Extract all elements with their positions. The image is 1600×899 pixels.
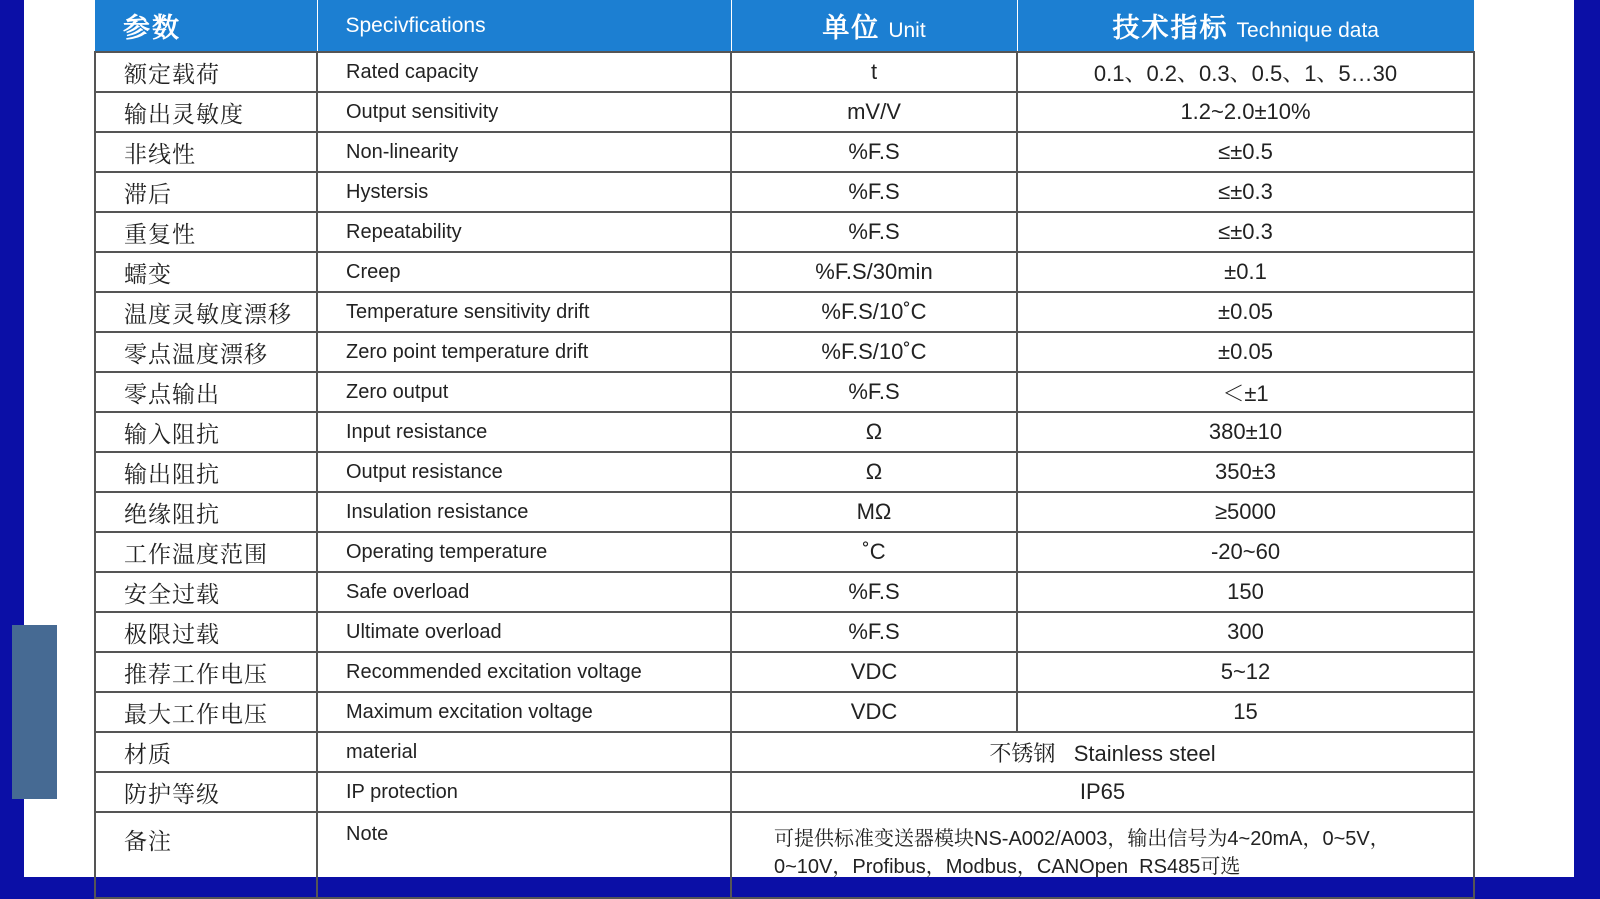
row-unit: Ω xyxy=(731,452,1017,492)
row-unit: ˚C xyxy=(731,532,1017,572)
row-param-en: Creep xyxy=(317,252,731,292)
row-param-cn: 重复性 xyxy=(95,212,317,252)
row-param-cn: 绝缘阻抗 xyxy=(95,492,317,532)
note-row xyxy=(95,812,1474,898)
note-cn: 备注 xyxy=(95,812,317,898)
row-param-cn: 输出灵敏度 xyxy=(95,92,317,132)
row-param-cn: 推荐工作电压 xyxy=(95,652,317,692)
row-value: 15 xyxy=(1017,692,1474,732)
row-value: ＜±1 xyxy=(1017,372,1474,412)
header-unit-en: Unit xyxy=(888,19,926,42)
row-param-cn: 输入阻抗 xyxy=(95,412,317,452)
row-param-en: Output resistance xyxy=(317,452,731,492)
row-value: ≤±0.3 xyxy=(1017,212,1474,252)
row-param-cn: 温度灵敏度漂移 xyxy=(95,292,317,332)
row-unit: %F.S xyxy=(731,612,1017,652)
row-param-en: Input resistance xyxy=(317,412,731,452)
row-value: 5~12 xyxy=(1017,652,1474,692)
row-unit: %F.S/30min xyxy=(731,252,1017,292)
material-cn: 材质 xyxy=(95,732,317,772)
table-row xyxy=(95,372,1474,412)
row-param-cn: 工作温度范围 xyxy=(95,532,317,572)
row-unit: t xyxy=(731,52,1017,92)
table-row xyxy=(95,692,1474,732)
row-param-en: Safe overload xyxy=(317,572,731,612)
row-param-en: Temperature sensitivity drift xyxy=(317,292,731,332)
row-param-cn: 额定载荷 xyxy=(95,52,317,92)
row-param-cn: 零点输出 xyxy=(95,372,317,412)
row-param-cn: 滞后 xyxy=(95,172,317,212)
row-value: ≤±0.3 xyxy=(1017,172,1474,212)
header-spec-en: Specivfications xyxy=(345,13,486,37)
row-param-en: Ultimate overload xyxy=(317,612,731,652)
side-decoration-tab xyxy=(12,625,57,799)
row-param-en: Recommended excitation voltage xyxy=(317,652,731,692)
header-param-cn: 参数 xyxy=(123,13,181,43)
row-value: ±0.05 xyxy=(1017,292,1474,332)
row-param-cn: 安全过载 xyxy=(95,572,317,612)
row-unit: MΩ xyxy=(731,492,1017,532)
row-unit: VDC xyxy=(731,652,1017,692)
row-param-cn: 输出阻抗 xyxy=(95,452,317,492)
row-param-cn: 非线性 xyxy=(95,132,317,172)
header-unit-cn: 单位 xyxy=(822,13,881,43)
table-row xyxy=(95,412,1474,452)
row-value: 350±3 xyxy=(1017,452,1474,492)
row-value: 380±10 xyxy=(1017,412,1474,452)
header-spec xyxy=(317,0,731,52)
row-unit: %F.S xyxy=(731,172,1017,212)
header-tech xyxy=(1017,0,1474,52)
row-unit: %F.S xyxy=(731,212,1017,252)
row-unit: mV/V xyxy=(731,92,1017,132)
material-row xyxy=(95,732,1474,772)
row-param-en: Hystersis xyxy=(317,172,731,212)
row-value: ±0.1 xyxy=(1017,252,1474,292)
table-row xyxy=(95,52,1474,92)
table-row xyxy=(95,252,1474,292)
row-value: -20~60 xyxy=(1017,532,1474,572)
row-unit: Ω xyxy=(731,412,1017,452)
row-value: ±0.05 xyxy=(1017,332,1474,372)
row-value: 300 xyxy=(1017,612,1474,652)
table-row xyxy=(95,212,1474,252)
note-en: Note xyxy=(317,812,731,898)
header-unit xyxy=(731,0,1017,52)
table-row xyxy=(95,492,1474,532)
table-header-row xyxy=(95,0,1474,52)
material-en: material xyxy=(317,732,731,772)
ip-cn: 防护等级 xyxy=(95,772,317,812)
note-line-1: 可提供标准变送器模块NS-A002/A003，输出信号为4~20mA，0~5V， xyxy=(774,828,1390,850)
row-unit: %F.S xyxy=(731,372,1017,412)
row-param-en: Zero output xyxy=(317,372,731,412)
table-row xyxy=(95,92,1474,132)
row-param-cn: 极限过载 xyxy=(95,612,317,652)
table-row xyxy=(95,612,1474,652)
row-unit: %F.S/10˚C xyxy=(731,292,1017,332)
row-value: 0.1、0.2、0.3、0.5、1、5…30 xyxy=(1017,52,1474,92)
table-row xyxy=(95,132,1474,172)
table-row xyxy=(95,172,1474,212)
table-row xyxy=(95,292,1474,332)
note-value xyxy=(731,812,1474,898)
header-tech-en: Technique data xyxy=(1236,19,1379,42)
row-param-en: Insulation resistance xyxy=(317,492,731,532)
material-value: 不锈钢 Stainless steel xyxy=(731,732,1474,772)
row-value: ≤±0.5 xyxy=(1017,132,1474,172)
row-value: 150 xyxy=(1017,572,1474,612)
ip-value: IP65 xyxy=(731,772,1474,812)
header-tech-cn: 技术指标 xyxy=(1112,13,1229,43)
row-param-cn: 零点温度漂移 xyxy=(95,332,317,372)
ip-row xyxy=(95,772,1474,812)
row-unit: VDC xyxy=(731,692,1017,732)
table-row xyxy=(95,332,1474,372)
table-row xyxy=(95,452,1474,492)
row-param-en: Output sensitivity xyxy=(317,92,731,132)
table-row xyxy=(95,532,1474,572)
row-unit: %F.S xyxy=(731,132,1017,172)
row-param-en: Repeatability xyxy=(317,212,731,252)
row-unit: %F.S xyxy=(731,572,1017,612)
row-param-en: Rated capacity xyxy=(317,52,731,92)
row-value: ≥5000 xyxy=(1017,492,1474,532)
header-param xyxy=(95,0,317,52)
note-line-2: 0~10V，Profibus，Modbus，CANOpen RS485可选 xyxy=(774,856,1241,878)
specification-table xyxy=(94,0,1475,899)
row-param-cn: 最大工作电压 xyxy=(95,692,317,732)
row-param-en: Zero point temperature drift xyxy=(317,332,731,372)
ip-en: IP protection xyxy=(317,772,731,812)
row-param-cn: 蠕变 xyxy=(95,252,317,292)
row-value: 1.2~2.0±10% xyxy=(1017,92,1474,132)
row-param-en: Operating temperature xyxy=(317,532,731,572)
row-param-en: Non-linearity xyxy=(317,132,731,172)
table-row xyxy=(95,652,1474,692)
table-row xyxy=(95,572,1474,612)
row-param-en: Maximum excitation voltage xyxy=(317,692,731,732)
row-unit: %F.S/10˚C xyxy=(731,332,1017,372)
